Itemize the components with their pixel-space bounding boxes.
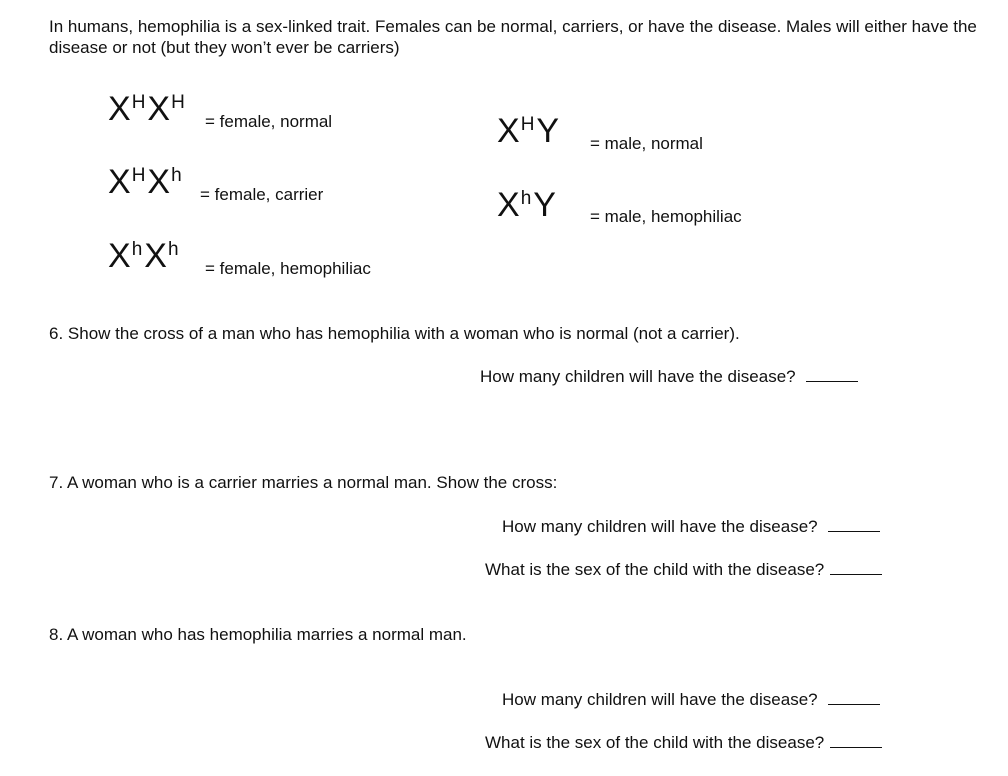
question-7: 7. A woman who is a carrier marries a normal man. Show the cross: <box>49 473 558 492</box>
question-text: What is the sex of the child with the disease? <box>485 560 825 579</box>
question-8: 8. A woman who has hemophilia marries a normal man. <box>49 625 467 644</box>
question-8-sub-count <box>502 690 880 710</box>
allele: h <box>167 239 179 260</box>
x-chromosome: X <box>108 163 131 201</box>
genotype-label: = male, normal <box>590 134 703 153</box>
x-chromosome: X <box>497 186 520 224</box>
genotype-female-carrier <box>108 165 182 199</box>
genotype-male-hemophiliac <box>497 188 556 222</box>
x-chromosome: X <box>108 90 131 128</box>
answer-blank[interactable] <box>828 690 880 705</box>
question-text: What is the sex of the child with the disease? <box>485 733 825 752</box>
x-chromosome: X <box>147 90 171 128</box>
answer-blank[interactable] <box>830 733 882 748</box>
answer-blank[interactable] <box>806 367 858 382</box>
answer-blank[interactable] <box>830 560 882 575</box>
allele: H <box>520 114 535 135</box>
genotype-male-normal <box>497 114 559 148</box>
genotype-label: = female, carrier <box>200 185 324 204</box>
allele: h <box>131 239 143 260</box>
x-chromosome: X <box>497 112 520 150</box>
y-chromosome: Y <box>533 186 556 224</box>
question-text: How many children will have the disease? <box>502 690 818 709</box>
intro-paragraph: In humans, hemophilia is a sex-linked trait. Females can be normal, carriers, or have the disease. Males will either have the disease or not (but they won’t ever be carriers) <box>49 17 977 57</box>
genotype-female-hemophiliac <box>108 239 179 273</box>
x-chromosome: X <box>147 163 171 201</box>
question-7-sub-sex <box>485 560 882 580</box>
question-6: 6. Show the cross of a man who has hemophilia with a woman who is normal (not a carrier). <box>49 324 740 343</box>
allele: h <box>520 188 532 209</box>
genotype-label: = female, normal <box>205 112 333 131</box>
question-8-sub-sex <box>485 733 882 753</box>
genotype-female-normal <box>108 92 185 126</box>
allele: H <box>171 92 185 113</box>
question-text: How many children will have the disease? <box>480 367 796 386</box>
allele: H <box>131 92 146 113</box>
question-text: How many children will have the disease? <box>502 517 818 536</box>
answer-blank[interactable] <box>828 517 880 532</box>
allele: h <box>171 165 182 186</box>
genotype-label: = male, hemophiliac <box>590 207 742 226</box>
x-chromosome: X <box>108 237 131 275</box>
question-7-sub-count <box>502 517 880 537</box>
question-6-sub-count <box>480 367 858 387</box>
allele: H <box>131 165 146 186</box>
x-chromosome: X <box>144 237 167 275</box>
genotype-label: = female, hemophiliac <box>205 259 371 278</box>
y-chromosome: Y <box>536 112 560 150</box>
